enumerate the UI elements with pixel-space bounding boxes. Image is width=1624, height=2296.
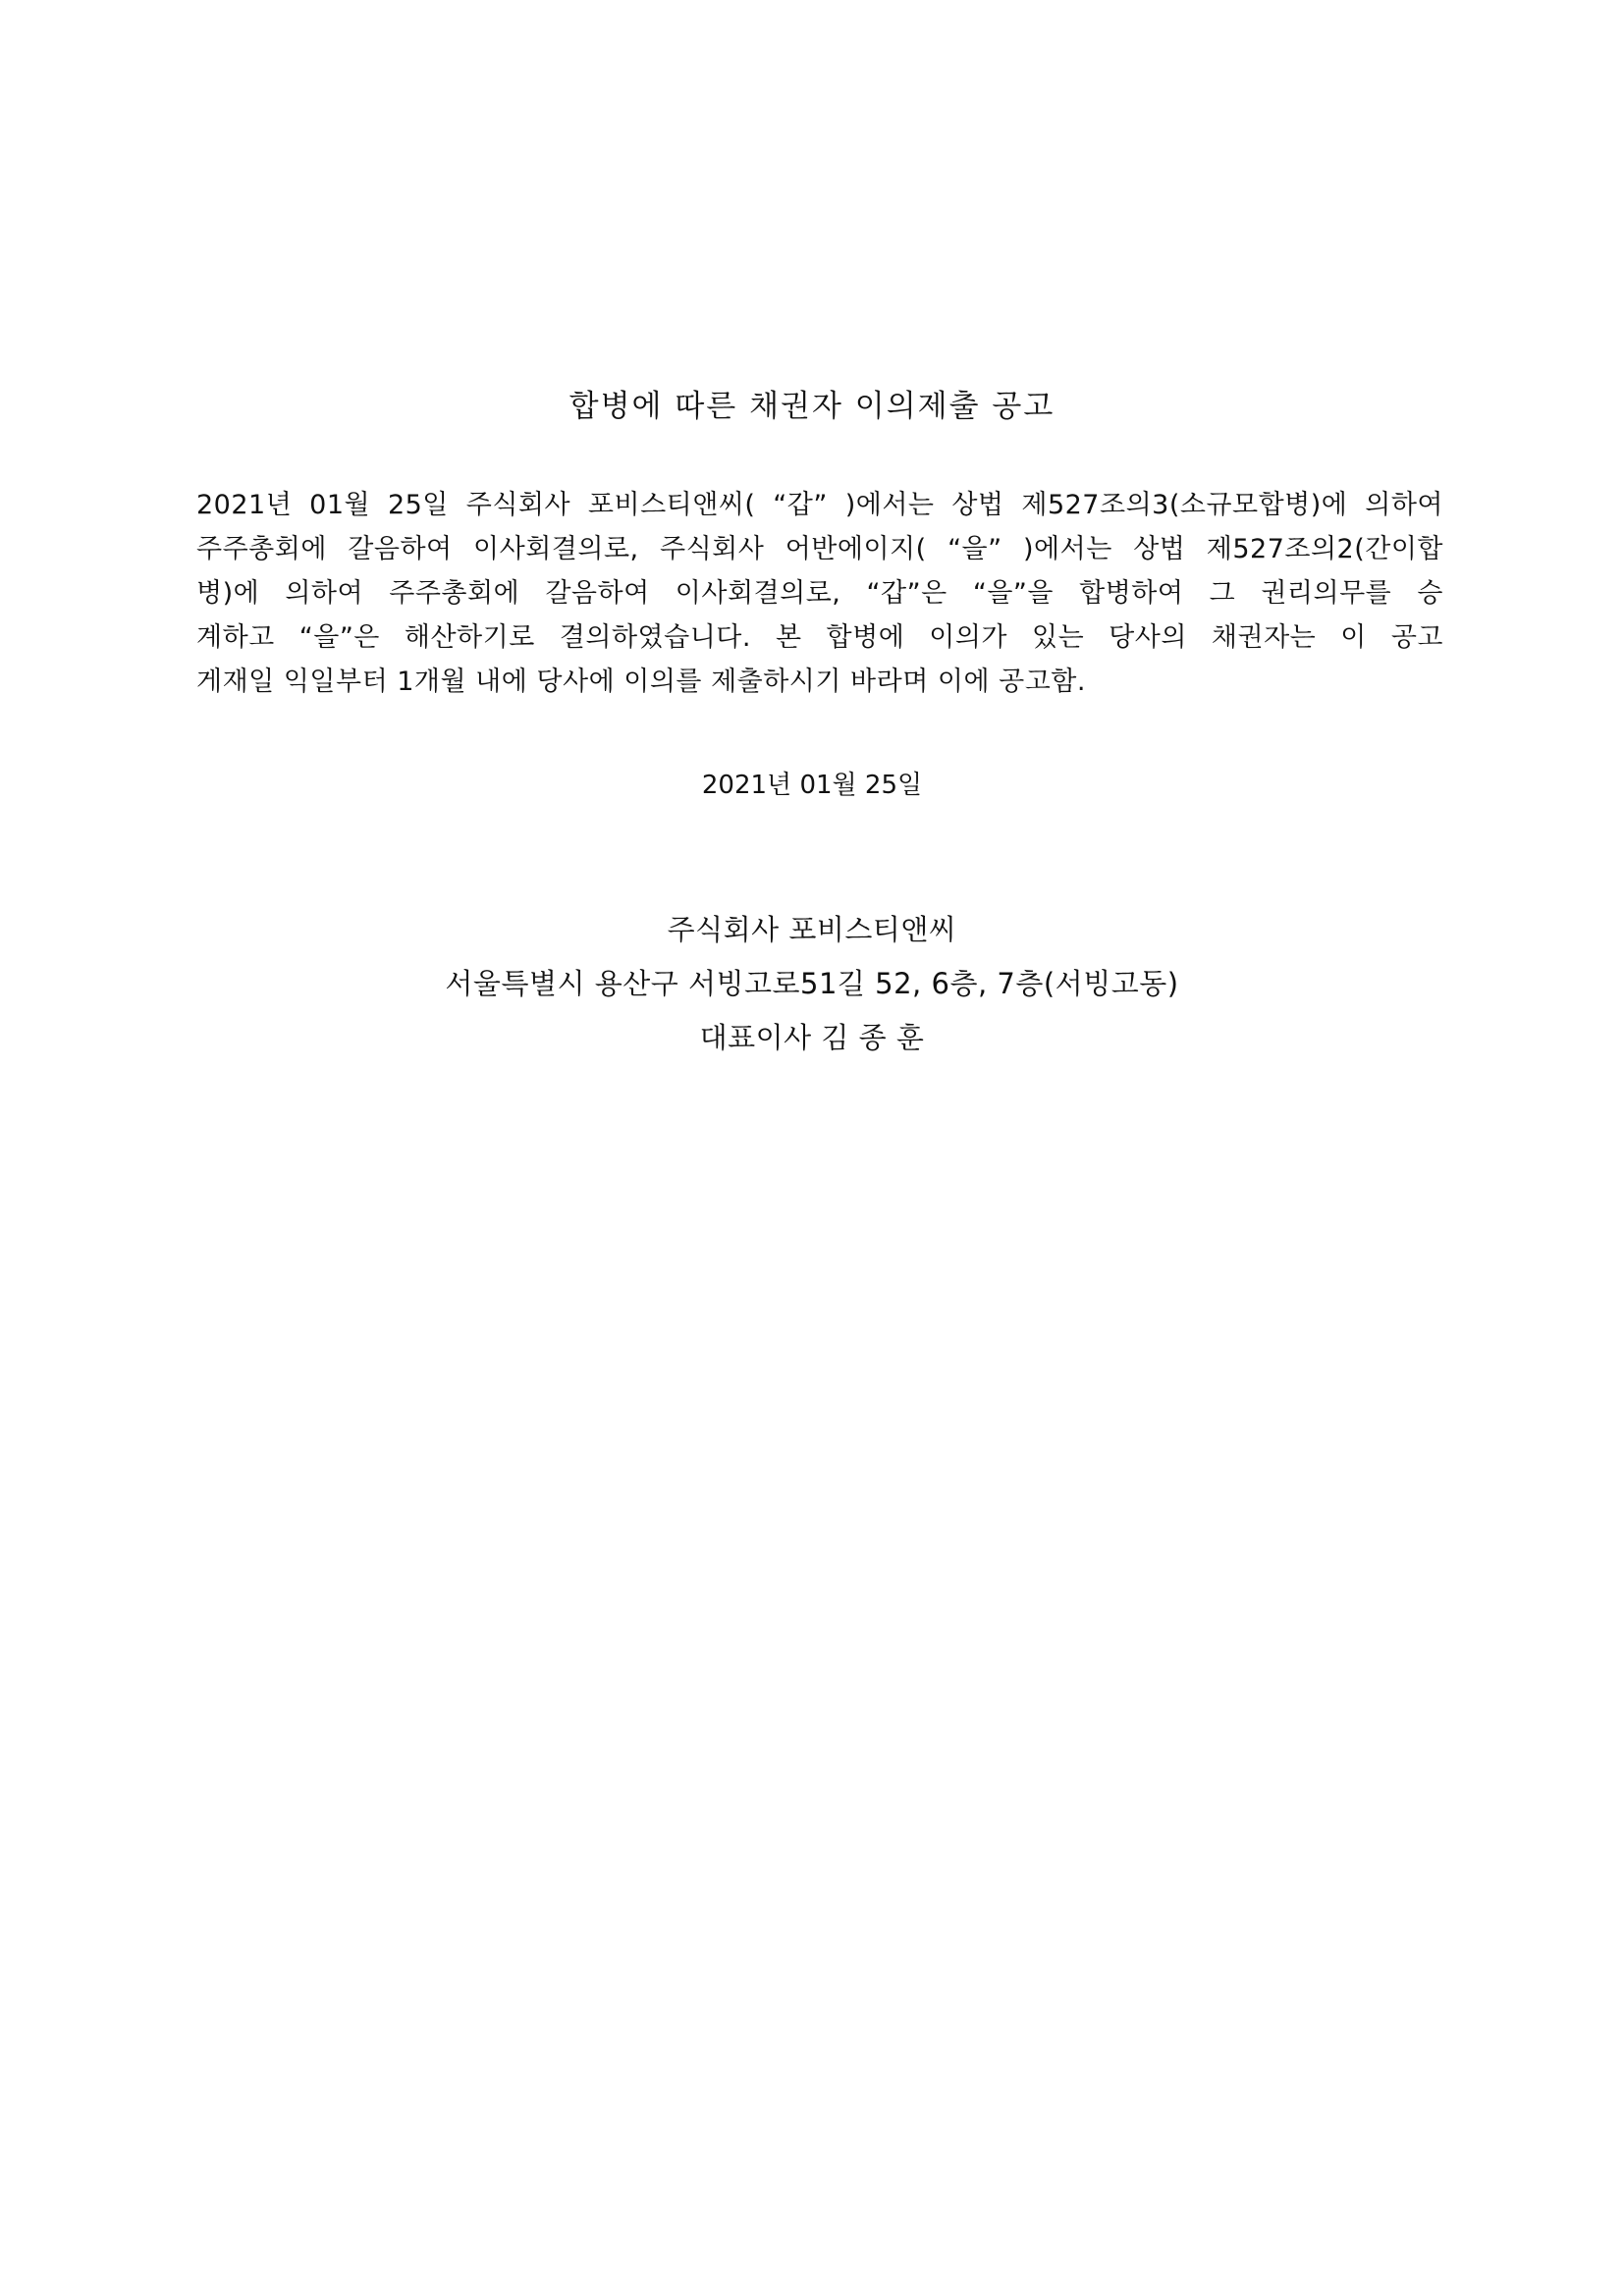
body-line: 게재일 익일부터 1개월 내에 당사에 이의를 제출하시기 바라며 이에 공고함. xyxy=(196,667,1086,697)
notice-body xyxy=(196,483,1443,704)
company-address: 서울특별시 용산구 서빙고로51길 52, 6층, 7층(서빙고동) xyxy=(445,967,1179,1000)
body-line: 병)에 의하여 주주총회에 갈음하여 이사회결의로, “갑”은 “을”을 합병하여 그 권리의무를 승 xyxy=(196,578,1443,609)
body-line: 2021년 01월 25일 주식회사 포비스티앤씨( “갑” )에서는 상법 제527조의3(소규모합병)에 의하여 xyxy=(196,490,1443,520)
notice-date: 2021년 01월 25일 xyxy=(701,771,923,800)
representative-name: 대표이사 김 종 훈 xyxy=(699,1021,925,1054)
notice-title: 합병에 따른 채권자 이의제출 공고 xyxy=(568,389,1056,424)
body-line: 주주총회에 갈음하여 이사회결의로, 주식회사 어반에이지( “을” )에서는 상법 제527조의2(간이합 xyxy=(196,534,1443,564)
company-name: 주식회사 포비스티앤씨 xyxy=(667,913,957,946)
signature-block xyxy=(0,903,1624,1065)
body-line: 계하고 “을”은 해산하기로 결의하였습니다. 본 합병에 이의가 있는 당사의 채권자는 이 공고 xyxy=(196,622,1443,653)
